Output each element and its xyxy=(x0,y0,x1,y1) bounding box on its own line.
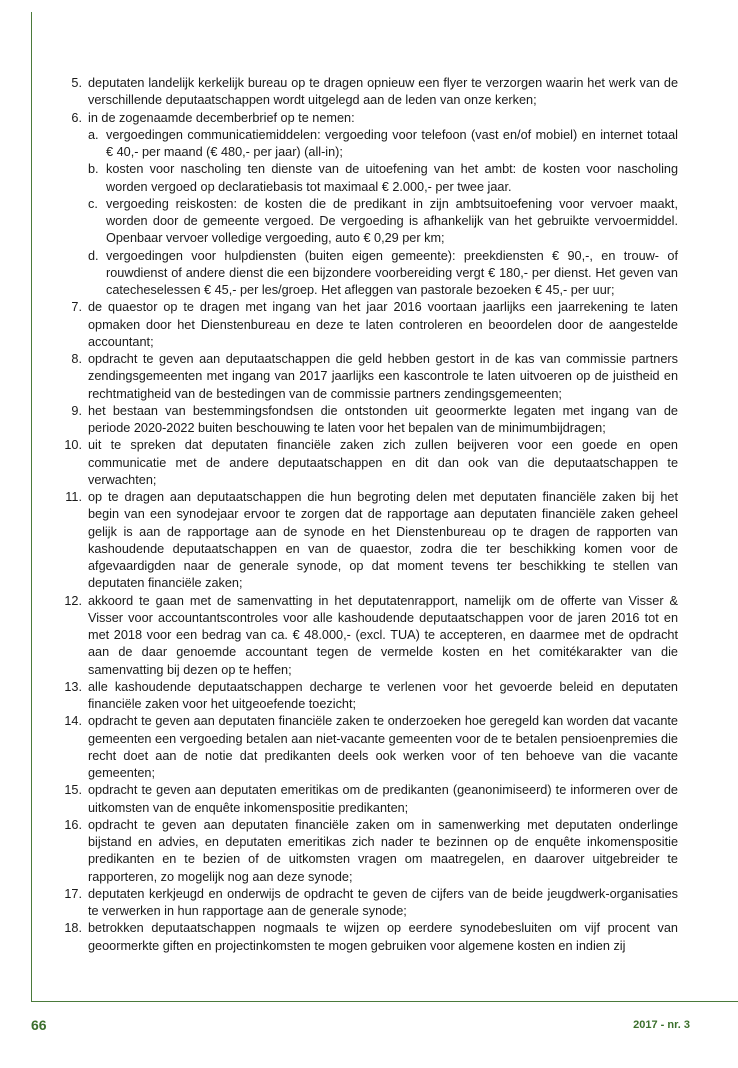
item-text: het bestaan van bestemmingsfondsen die ontstonden uit geoormerkte legaten met ingang van de periode 2020-2022 buiten beschouwing te laten voor het bepalen van de minimumbijdragen; xyxy=(88,403,678,435)
item-number: 16. xyxy=(64,817,82,832)
list-item xyxy=(60,920,678,955)
sub-item-text: kosten voor nascholing ten dienste van de uitoefening van het ambt: de kosten voor nascholing worden vergoed op declaratiebasis tot maximaal € 2.000,- per twee jaar. xyxy=(106,162,678,194)
issue-label: 2017 - nr. 3 xyxy=(633,1019,690,1031)
item-text: in de zogenaamde decemberbrief op te nemen: xyxy=(88,110,355,125)
item-text: uit te spreken dat deputaten financiële zaken zich zullen beijveren voor een goede en open communicatie met de andere deputaatschappen en dit dan ook van die deputaatschappen te verwachten; xyxy=(88,438,678,487)
item-number: 14. xyxy=(64,714,82,729)
item-number: 17. xyxy=(64,886,82,901)
sub-list-item xyxy=(88,161,678,196)
item-number: 5. xyxy=(71,76,82,90)
decision-list xyxy=(60,75,678,955)
item-number: 15. xyxy=(64,783,82,798)
list-item xyxy=(60,403,678,438)
item-text: akkoord te gaan met de samenvatting in het deputatenrapport, namelijk om de offerte van Visser & Visser voor accountantscontroles voor alle kashoudende deputaatschappen voor de jaren 2016 tot en met 2018 voor een bedrag van ca. € 48.000,- (excl. TUA) te accepteren, en daarmee met de opdracht aan de daar genoemde accountant tegen de vermelde kosten en het comitékarakter van die samenvatting bij dezen op te heffen; xyxy=(88,593,678,677)
sub-item-letter: d. xyxy=(88,248,99,263)
footer-rule xyxy=(31,1001,738,1002)
sub-list-item xyxy=(88,248,678,300)
item-text: opdracht te geven aan deputaatschappen die geld hebben gestort in de kas van commissie partners zendingsgemeenten met ingang van 2017 jaarlijks een kascontrole te laten uitvoeren op de juistheid en rechtmatigheid van de bestedingen van de commissie partners zendingsgemeenten; xyxy=(88,352,678,401)
item-number: 11. xyxy=(65,490,82,504)
list-item xyxy=(60,886,678,921)
list-item xyxy=(60,593,678,679)
list-item xyxy=(60,713,678,782)
item-text: betrokken deputaatschappen nogmaals te wijzen op eerdere synodebesluiten om vijf procent van geoormerkte giften en projectinkomsten te mogen gebruiken voor algemene kosten en indien zij xyxy=(88,921,678,953)
sub-item-letter: a. xyxy=(88,127,99,142)
list-item xyxy=(60,110,678,300)
list-item xyxy=(60,782,678,817)
item-text: opdracht te geven aan deputaten financiële zaken te onderzoeken hoe geregeld kan worden dat vacante gemeenten een vergoeding betalen aan niet-vacante gemeenten voor de te betalen pensioenpremies die recht doet aan de notie dat predikanten deels ook werken voor of ten behoeve van die vacante gemeenten; xyxy=(88,714,678,780)
list-item xyxy=(60,351,678,403)
sub-list-item xyxy=(88,196,678,248)
item-number: 9. xyxy=(71,403,82,418)
item-number: 13. xyxy=(64,679,82,694)
list-item xyxy=(60,299,678,351)
item-text: deputaten landelijk kerkelijk bureau op te dragen opnieuw een flyer te verzorgen waarin het werk van de verschillende deputaatschappen wordt uitgelegd aan de leden van onze kerken; xyxy=(88,76,678,108)
item-text: de quaestor op te dragen met ingang van het jaar 2016 voortaan jaarlijks een jaarrekening te laten opmaken door het Dienstenbureau en deze te laten controleren en beoordelen door de aangestelde accountant; xyxy=(88,300,678,349)
sub-item-letter: b. xyxy=(88,162,99,177)
page-number: 66 xyxy=(31,1017,47,1033)
item-text: opdracht te geven aan deputaten emeritikas om de predikanten (geanonimiseerd) te informeren over de uitkomsten van de enquête inkomenspositie predikanten; xyxy=(88,783,678,815)
sub-item-text: vergoeding reiskosten: de kosten die de predikant in zijn ambtsuitoefening voor vervoer maakt, worden door de gemeente vergoed. De vergoeding is afhankelijk van het gebruikte vervoermiddel. Openbaar vervoer volledige vergoeding, auto € 0,29 per km; xyxy=(106,196,678,246)
list-item xyxy=(60,679,678,714)
list-item xyxy=(60,489,678,593)
item-number: 8. xyxy=(71,352,82,366)
item-number: 18. xyxy=(64,921,82,936)
item-number: 10. xyxy=(64,438,82,453)
item-text: opdracht te geven aan deputaten financiële zaken om in samenwerking met deputaten onderlinge bijstand en advies, en deputaten emeritikas zich nader te bezinnen op de enquête inkomenspositie predikanten en te bezien of de uitkomsten vragen om maatregelen, en daarover uitgebreider te rapporteren, zo mogelijk nog aan deze synode; xyxy=(88,817,678,884)
list-item xyxy=(60,75,678,110)
item-number: 6. xyxy=(71,110,82,125)
sub-item-letter: c. xyxy=(88,196,98,211)
sub-item-text: vergoedingen communicatiemiddelen: vergoeding voor telefoon (vast en/of mobiel) en internet totaal € 40,- per maand (€ 480,- per jaar) (all-in); xyxy=(106,127,678,159)
item-number: 7. xyxy=(71,300,82,315)
item-text: alle kashoudende deputaatschappen decharge te verlenen voor het gevoerde beleid en deputaten financiële zaken voor het uitgeoefende toezicht; xyxy=(88,679,678,711)
item-text: op te dragen aan deputaatschappen die hun begroting delen met deputaten financiële zaken bij het begin van een synodejaar ervoor te zorgen dat de rapportage aan deputaten financiële zaken geheel gelijk is aan de rapportage aan de synode en het Dienstenbureau op te dragen de rapporten van kashoudende deputaatschappen en van de quaestor, zodra die ter beschikking komen voor de afgevaardigden naar de generale synode, op dat moment tevens ter beschikking te stellen van deputaten financiële zaken; xyxy=(88,490,678,591)
item-text: deputaten kerkjeugd en onderwijs de opdracht te geven de cijfers van de beide jeugdwerk-organisaties te verwerken in hun rapportage aan de generale synode; xyxy=(88,886,678,918)
sub-item-text: vergoedingen voor hulpdiensten (buiten eigen gemeente): preekdiensten € 90,-, en trouw- of rouwdienst of andere dienst die een bijzondere voorbereiding vergt € 180,- per dienst. Het geven van catecheselessen € 45,- per les/groep. Het afleggen van pastorale bezoeken € 45,- per uur; xyxy=(106,248,678,297)
item-number: 12. xyxy=(64,593,82,608)
sub-list xyxy=(88,127,678,300)
sub-list-item xyxy=(88,127,678,162)
document-body xyxy=(60,75,678,955)
list-item xyxy=(60,437,678,489)
list-item xyxy=(60,817,678,886)
left-margin-rule xyxy=(31,12,32,1002)
